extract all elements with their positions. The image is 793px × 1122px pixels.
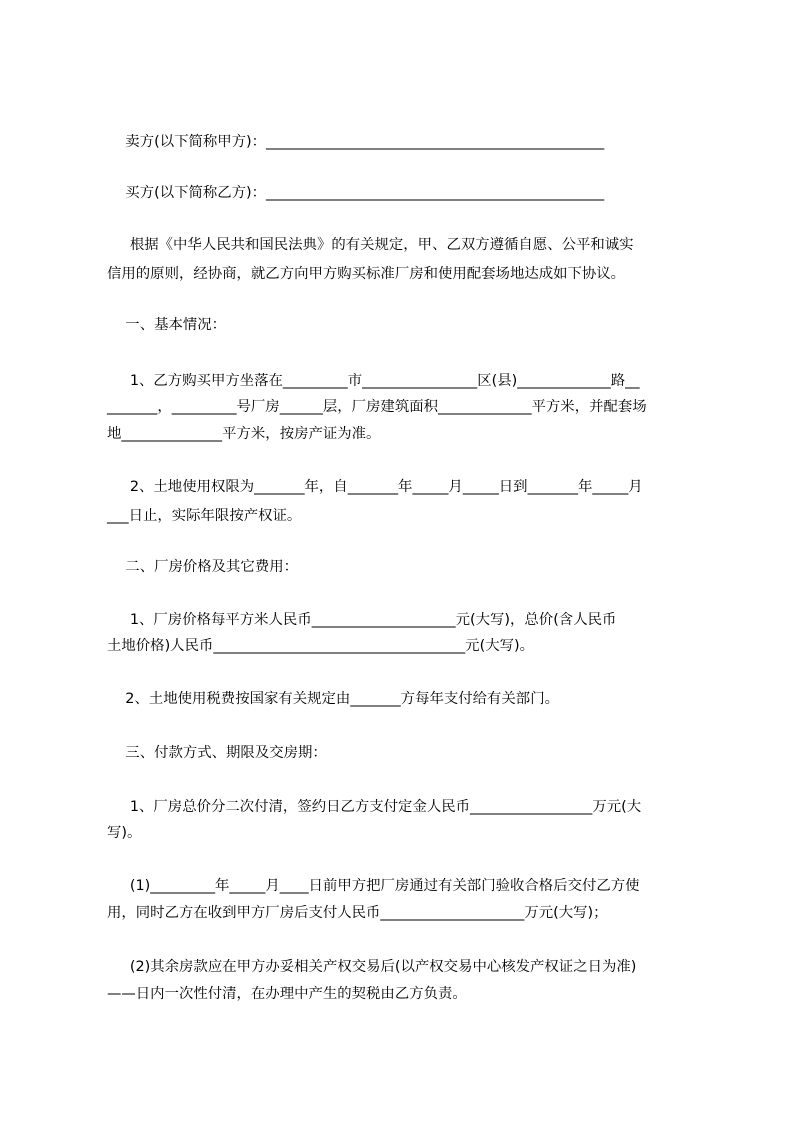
seller-party-line: 卖方(以下简称甲方)：_______________________________________________ <box>107 134 605 150</box>
clause-2-2-line: 2、土地使用税费按国家有关规定由_______方每年支付给有关部门。 <box>107 691 559 707</box>
clause-1-1-line-2: _______，_________号厂房______层，厂房建筑面积_____________平方米，并配套场 <box>107 399 647 415</box>
clause-3-1-sub-1-line-2: 用，同时乙方在收到甲方厂房后支付人民币____________________万元(大写)； <box>107 905 608 921</box>
clause-3-1-line-1: 1、厂房总价分二次付清，签约日乙方支付定金人民币_________________万元(大 <box>107 799 642 815</box>
preamble-line-1: 根据《中华人民共和国民法典》的有关规定，甲、乙双方遵循自愿、公平和诚实 <box>107 237 634 253</box>
clause-1-2-line-2: ___日止，实际年限按产权证。 <box>107 508 302 524</box>
clause-2-1-line-1: 1、厂房价格每平方米人民币____________________元(大写)，总价(含人民币 <box>107 612 617 628</box>
clause-3-1-sub-2-line-2: ——日内一次性付清，在办理中产生的契税由乙方负责。 <box>107 986 467 1002</box>
clause-1-1-line-1: 1、乙方购买甲方坐落在_________市________________区(县)_____________路__ <box>107 373 640 389</box>
buyer-party-line: 买方(以下简称乙方)：_______________________________________________ <box>107 185 605 201</box>
clause-2-1-line-2: 土地价格)人民币___________________________________元(大写)。 <box>107 638 534 654</box>
clause-3-1-sub-2-line-1: (2)其余房款应在甲方办妥相关产权交易后(以产权交易中心核发产权证之日为准) <box>107 959 637 975</box>
section-2-heading: 二、厂房价格及其它费用： <box>107 559 298 575</box>
preamble-line-2: 信用的原则，经协商，就乙方向甲方购买标准厂房和使用配套场地达成如下协议。 <box>107 266 626 282</box>
clause-3-1-line-2: 写)。 <box>107 825 142 841</box>
section-1-heading: 一、基本情况： <box>107 317 227 333</box>
section-3-heading: 三、付款方式、期限及交房期： <box>107 745 327 761</box>
clause-1-2-line-1: 2、土地使用权限为_______年，自_______年_____月_____日到_______年_____月 <box>107 479 643 495</box>
clause-1-1-line-3: 地______________平方米，按房产证为准。 <box>107 426 381 442</box>
clause-3-1-sub-1-line-1: (1)_________年_____月____日前甲方把厂房通过有关部门验收合格后交付乙方使 <box>107 878 640 894</box>
